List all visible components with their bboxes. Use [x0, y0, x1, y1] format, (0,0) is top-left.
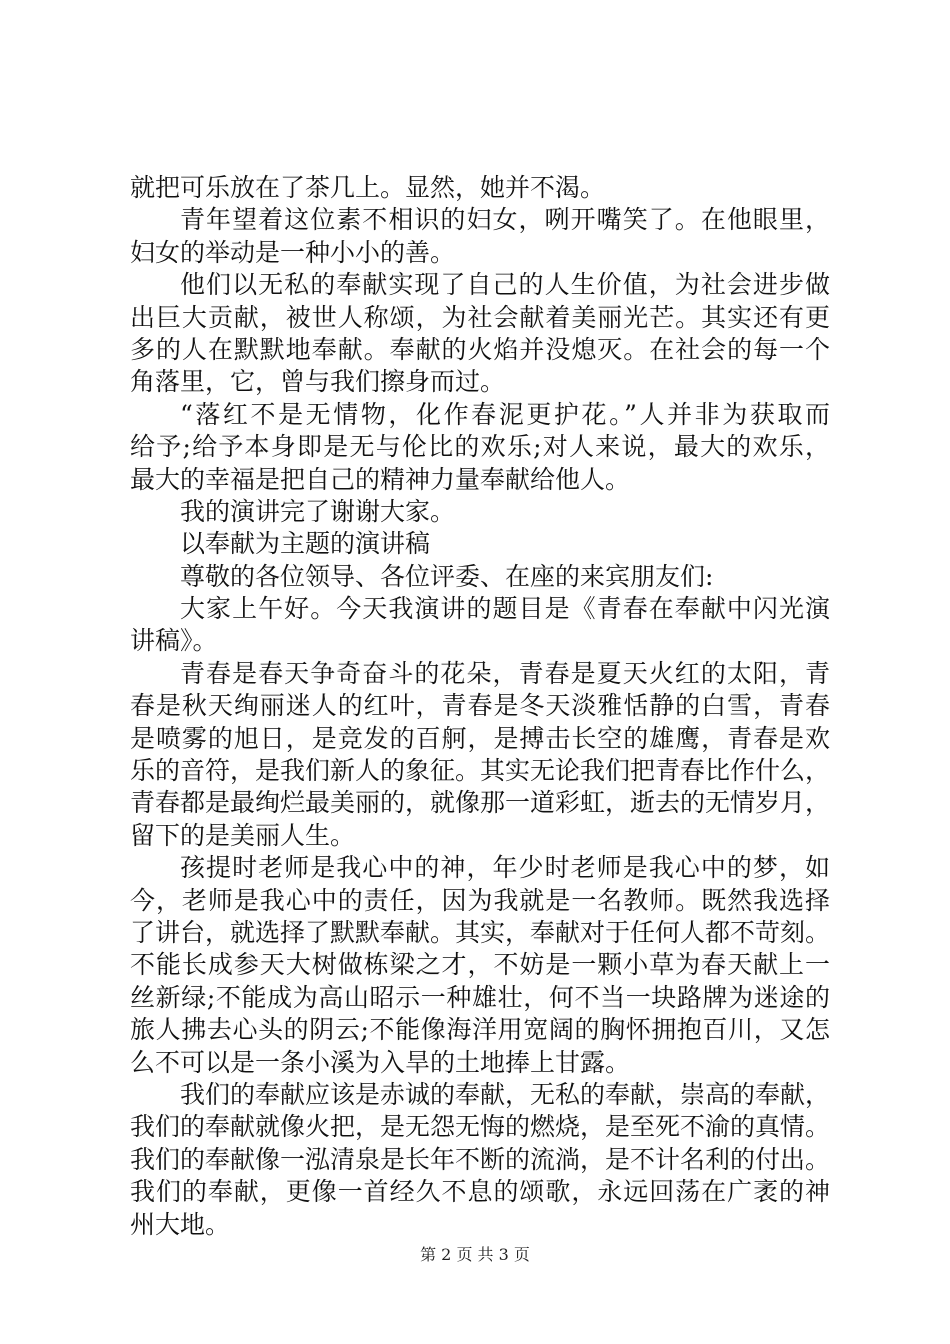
text-line: 我们的奉献像一泓清泉是长年不断的流淌，是不计名利的付出。 — [130, 1144, 830, 1174]
text-line: 州大地。 — [130, 1209, 231, 1239]
text-line: 今，老师是我心中的责任，因为我就是一名教师。既然我选择 — [130, 885, 830, 915]
text-line: 乐的音符，是我们新人的象征。其实无论我们把青春比作什么， — [130, 756, 830, 786]
text-line: 留下的是美丽人生。 — [130, 820, 356, 850]
text-line: 多的人在默默地奉献。奉献的火焰并没熄灭。在社会的每一个 — [130, 334, 830, 364]
text-line: “落红不是无情物，化作春泥更护花。”人并非为获取而 — [180, 399, 830, 429]
text-line: 么不可以是一条小溪为入旱的土地捧上甘露。 — [130, 1047, 631, 1077]
text-line: 青年望着这位素不相识的妇女，咧开嘴笑了。在他眼里， — [180, 205, 830, 235]
text-line: 尊敬的各位领导、各位评委、在座的来宾朋友们: — [180, 561, 714, 591]
text-line: 青春都是最绚烂最美丽的，就像那一道彩虹，逝去的无情岁月， — [130, 788, 830, 818]
document-body — [130, 172, 830, 1241]
text-line: 是喷雾的旭日，是竞发的百舸，是搏击长空的雄鹰，青春是欢 — [130, 723, 830, 753]
text-line: 我们的奉献就像火把，是无怨无悔的燃烧，是至死不渝的真情。 — [130, 1112, 830, 1142]
text-line: 出巨大贡献，被世人称颂，为社会献着美丽光芒。其实还有更 — [130, 302, 830, 332]
text-line: 他们以无私的奉献实现了自己的人生价值，为社会进步做 — [180, 270, 830, 300]
text-line: 就把可乐放在了茶几上。显然，她并不渴。 — [130, 173, 606, 202]
text-line: 丝新绿;不能成为高山昭示一种雄壮，何不当一块路牌为迷途的 — [130, 982, 830, 1012]
text-line: 我们的奉献应该是赤诚的奉献，无私的奉献，崇高的奉献， — [180, 1079, 830, 1109]
text-line: 春是秋天绚丽迷人的红叶，青春是冬天淡雅恬静的白雪，青春 — [130, 691, 830, 721]
text-line: 以奉献为主题的演讲稿 — [180, 529, 431, 559]
text-line: 青春是春天争奇奋斗的花朵，青春是夏天火红的太阳，青 — [180, 658, 830, 688]
text-line: 孩提时老师是我心中的神，年少时老师是我心中的梦，如 — [180, 853, 830, 883]
text-line: 讲稿》。 — [130, 626, 218, 656]
text-line: 不能长成参天大树做栋梁之才，不妨是一颗小草为春天献上一 — [130, 950, 830, 980]
text-line: 了讲台，就选择了默默奉献。其实，奉献对于任何人都不苛刻。 — [130, 917, 830, 947]
text-line: 给予;给予本身即是无与伦比的欢乐;对人来说，最大的欢乐， — [130, 432, 830, 462]
page-footer: 第 2 页 共 3 页 — [420, 1245, 530, 1264]
text-line: 我们的奉献，更像一首经久不息的颂歌，永远回荡在广袤的神 — [130, 1177, 830, 1207]
text-line: 旅人拂去心头的阴云;不能像海洋用宽阔的胸怀拥抱百川，又怎 — [130, 1015, 830, 1045]
text-line: 大家上午好。今天我演讲的题目是《青春在奉献中闪光演 — [180, 594, 830, 624]
text-line: 角落里，它，曾与我们擦身而过。 — [130, 367, 506, 397]
text-line: 最大的幸福是把自己的精神力量奉献给他人。 — [130, 464, 631, 494]
text-line: 我的演讲完了谢谢大家。 — [180, 496, 456, 526]
text-line: 妇女的举动是一种小小的善。 — [130, 237, 456, 267]
